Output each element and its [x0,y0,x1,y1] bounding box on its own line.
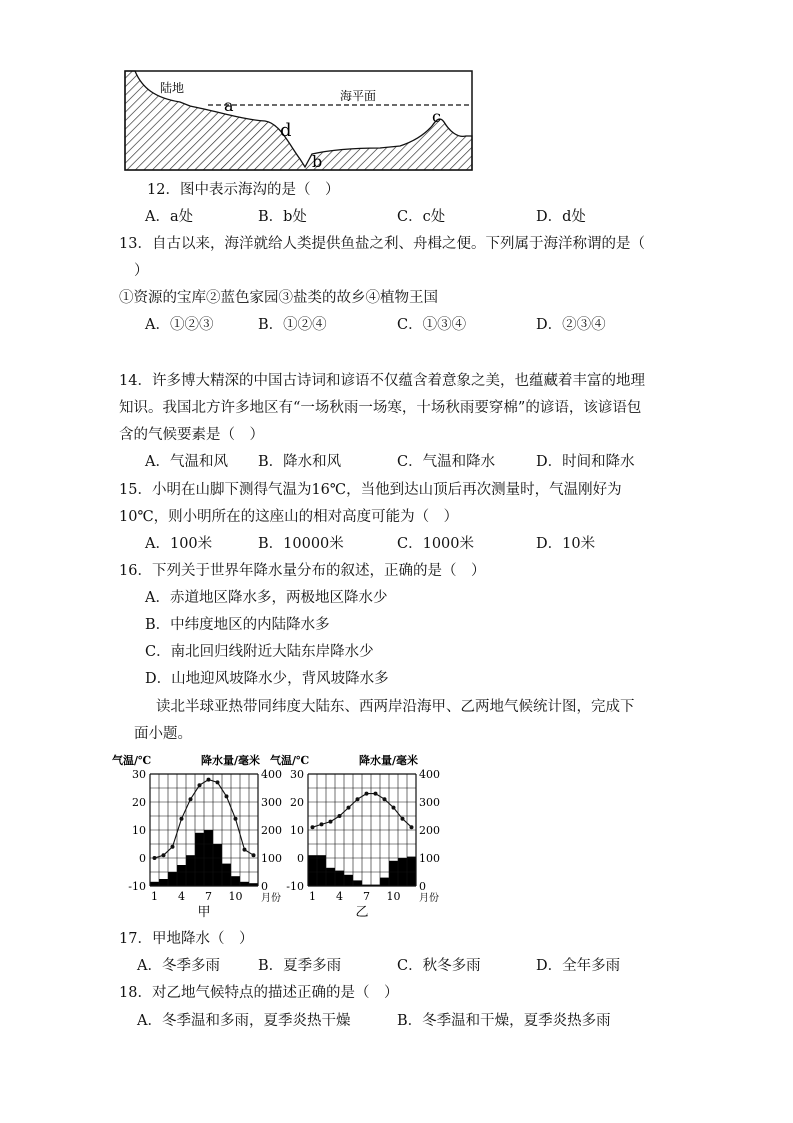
chart-2-title: 乙 [355,905,369,920]
chart-2-month-tick: 10 [386,890,401,903]
chart-2-temp-point [356,797,360,801]
q18-option-b[interactable]: B．冬季温和干燥，夏季炎热多雨 [397,1013,611,1029]
chart-1-precip-bar [195,833,204,886]
point-d-label: d [280,120,292,141]
chart-1-precip-bar [222,864,231,886]
chart-1-precip-tick: 200 [261,824,282,837]
question-12-stem: 12．图中表示海沟的是（ ） [147,182,340,198]
chart-2-precip-axis-label: 降水量/毫米 [358,754,418,767]
q16-option-a[interactable]: A．赤道地区降水多，两极地区降水少 [145,590,388,606]
chart-1-precip-bar [240,882,249,886]
chart-2-precip-bar [344,875,353,886]
chart-2-month-tick: 7 [363,890,370,903]
chart-1-month-tick: 7 [205,890,212,903]
q13-option-c[interactable]: C．①③④ [397,317,467,333]
chart-1-month-tick: 10 [228,890,243,903]
chart-1-title: 甲 [197,905,211,920]
q17-option-c[interactable]: C．秋冬多雨 [397,958,481,974]
q18-option-a[interactable]: A．冬季温和多雨，夏季炎热干燥 [137,1013,351,1029]
intro-line-1: 读北半球亚热带同纬度大陆东、西两岸沿海甲、乙两地气候统计图，完成下 [156,699,635,715]
sea-level-label: 海平面 [340,89,377,103]
chart-2-temp-point [347,806,351,810]
q14-option-a[interactable]: A．气温和风 [145,454,228,470]
q15-option-a[interactable]: A．100米 [145,536,213,552]
chart-1-precip-bar [150,882,159,886]
chart-2-temp-point [401,817,405,821]
chart-2-temp-point [383,797,387,801]
q17-option-b[interactable]: B．夏季多雨 [258,958,342,974]
chart-1-temp-point [243,848,247,852]
chart-2-temp-tick: 0 [297,852,304,865]
ocean-profile-figure [120,66,480,176]
climate-charts [110,748,440,920]
chart-2-temp-tick: 30 [290,768,304,781]
chart-2-precip-bar [317,855,326,886]
chart-2-month-tick: 1 [309,890,316,903]
chart-2-precip-tick: 400 [419,768,440,781]
chart-1-precip-bar [186,855,195,886]
chart-1-x-axis-label: 月份 [261,893,281,904]
chart-1-precip-tick: 100 [261,852,282,865]
q13-option-d[interactable]: D．②③④ [536,317,606,333]
chart-1-temp-tick: 20 [132,796,146,809]
q16-option-c[interactable]: C．南北回归线附近大陆东岸降水少 [145,644,374,660]
chart-2-temp-point [311,825,315,829]
chart-1-month-tick: 1 [151,890,158,903]
chart-2-precip-bar [308,855,317,886]
question-14-stem-cont: 知识。我国北方许多地区有“一场秋雨一场寒，十场秋雨要穿棉”的谚语，该谚语包 [119,400,642,416]
intro-line-2: 面小题。 [134,726,192,742]
chart-1-temp-point [162,853,166,857]
chart-2-temp-tick: 10 [290,824,304,837]
question-14-stem-cont2: 含的气候要素是（ ） [119,427,264,443]
chart-1-precip-tick: 0 [261,880,268,893]
chart-2-x-axis-label: 月份 [419,893,439,904]
chart-1-temp-tick: 0 [139,852,146,865]
chart-2-precip-tick: 300 [419,796,440,809]
q13-option-b[interactable]: B．①②④ [258,317,327,333]
chart-1-precip-axis-label: 降水量/毫米 [200,754,260,767]
chart-1-temp-point [198,783,202,787]
q12-option-a[interactable]: A．a处 [145,209,194,225]
chart-1-temp-point [153,856,157,860]
chart-2-temp-point [365,792,369,796]
q13-option-a[interactable]: A．①②③ [145,317,214,333]
chart-2-temp-tick: -10 [286,880,304,893]
point-a-label: a [224,96,234,115]
chart-1-precip-tick: 400 [261,768,282,781]
question-13-stem-cont: ） [134,263,149,279]
q14-option-c[interactable]: C．气温和降水 [397,454,496,470]
chart-1-temp-point [234,817,238,821]
chart-2-precip-bar [389,861,398,886]
chart-1-month-tick: 4 [178,890,185,903]
q17-option-d[interactable]: D．全年多雨 [536,958,621,974]
chart-2-precip-bar [407,857,416,886]
question-13-stem: 13．自古以来，海洋就给人类提供鱼盐之利、舟楫之便。下列属于海洋称谓的是（ [119,236,645,252]
chart-1-temp-axis-label: 气温/℃ [112,754,152,767]
q16-option-d[interactable]: D．山地迎风坡降水少，背风坡降水多 [145,671,389,687]
chart-1-temp-point [216,780,220,784]
question-15-stem-cont: 10℃，则小明所在的这座山的相对高度可能为（ ） [119,509,459,525]
chart-2-precip-bar [326,868,335,886]
chart-1-precip-bar [213,844,222,886]
q12-option-c[interactable]: C．c处 [397,209,446,225]
chart-1-temp-point [189,797,193,801]
chart-1-precip-bar [177,865,186,886]
chart-2-temp-tick: 20 [290,796,304,809]
land-label: 陆地 [160,81,185,95]
chart-2-temp-point [338,814,342,818]
chart-2-precip-bar [335,871,344,886]
chart-2-temp-point [329,820,333,824]
chart-2-precip-bar [353,880,362,886]
q17-option-a[interactable]: A．冬季多雨 [137,958,220,974]
chart-1-temp-tick: -10 [128,880,146,893]
question-17-stem: 17．甲地降水（ ） [119,931,254,947]
question-15-stem: 15．小明在山脚下测得气温为16℃，当他到达山顶后再次测量时，气温刚好为 [119,482,622,498]
chart-1-temp-point [180,817,184,821]
chart-1-precip-bar [168,872,177,886]
question-13-statements: ①资源的宝库②蓝色家园③盐类的故乡④植物王国 [119,290,438,306]
chart-2-precip-tick: 200 [419,824,440,837]
chart-1-temp-point [225,794,229,798]
chart-2-temp-point [392,806,396,810]
q12-option-b[interactable]: B．b处 [258,209,307,225]
point-c-label: c [432,107,441,126]
chart-2-temp-axis-label: 气温/℃ [270,754,310,767]
chart-1-temp-tick: 30 [132,768,146,781]
q16-option-b[interactable]: B．中纬度地区的内陆降水多 [145,617,330,633]
chart-1-precip-bar [159,879,168,886]
chart-2-temp-point [374,792,378,796]
q12-option-d[interactable]: D．d处 [536,209,586,225]
q14-option-d[interactable]: D．时间和降水 [536,454,635,470]
question-16-stem: 16．下列关于世界年降水量分布的叙述，正确的是（ ） [119,563,486,579]
q14-option-b[interactable]: B．降水和风 [258,454,342,470]
chart-2-temp-point [320,822,324,826]
q15-option-b[interactable]: B．10000米 [258,536,344,552]
point-b-label: b [312,152,323,171]
chart-1-temp-point [252,853,256,857]
chart-2-temp-point [410,825,414,829]
question-14-stem: 14．许多博大精深的中国古诗词和谚语不仅蕴含着意象之美，也蕴藏着丰富的地理 [119,373,645,389]
q15-option-c[interactable]: C．1000米 [397,536,474,552]
chart-2-precip-tick: 0 [419,880,426,893]
chart-1-temp-point [171,845,175,849]
chart-1-precip-bar [231,876,240,886]
question-18-stem: 18．对乙地气候特点的描述正确的是（ ） [119,985,399,1001]
chart-1-temp-point [207,778,211,782]
chart-2-month-tick: 4 [336,890,343,903]
chart-1-temp-tick: 10 [132,824,146,837]
chart-2-precip-bar [380,878,389,886]
chart-1-precip-tick: 300 [261,796,282,809]
q15-option-d[interactable]: D．10米 [536,536,596,552]
chart-2-precip-tick: 100 [419,852,440,865]
